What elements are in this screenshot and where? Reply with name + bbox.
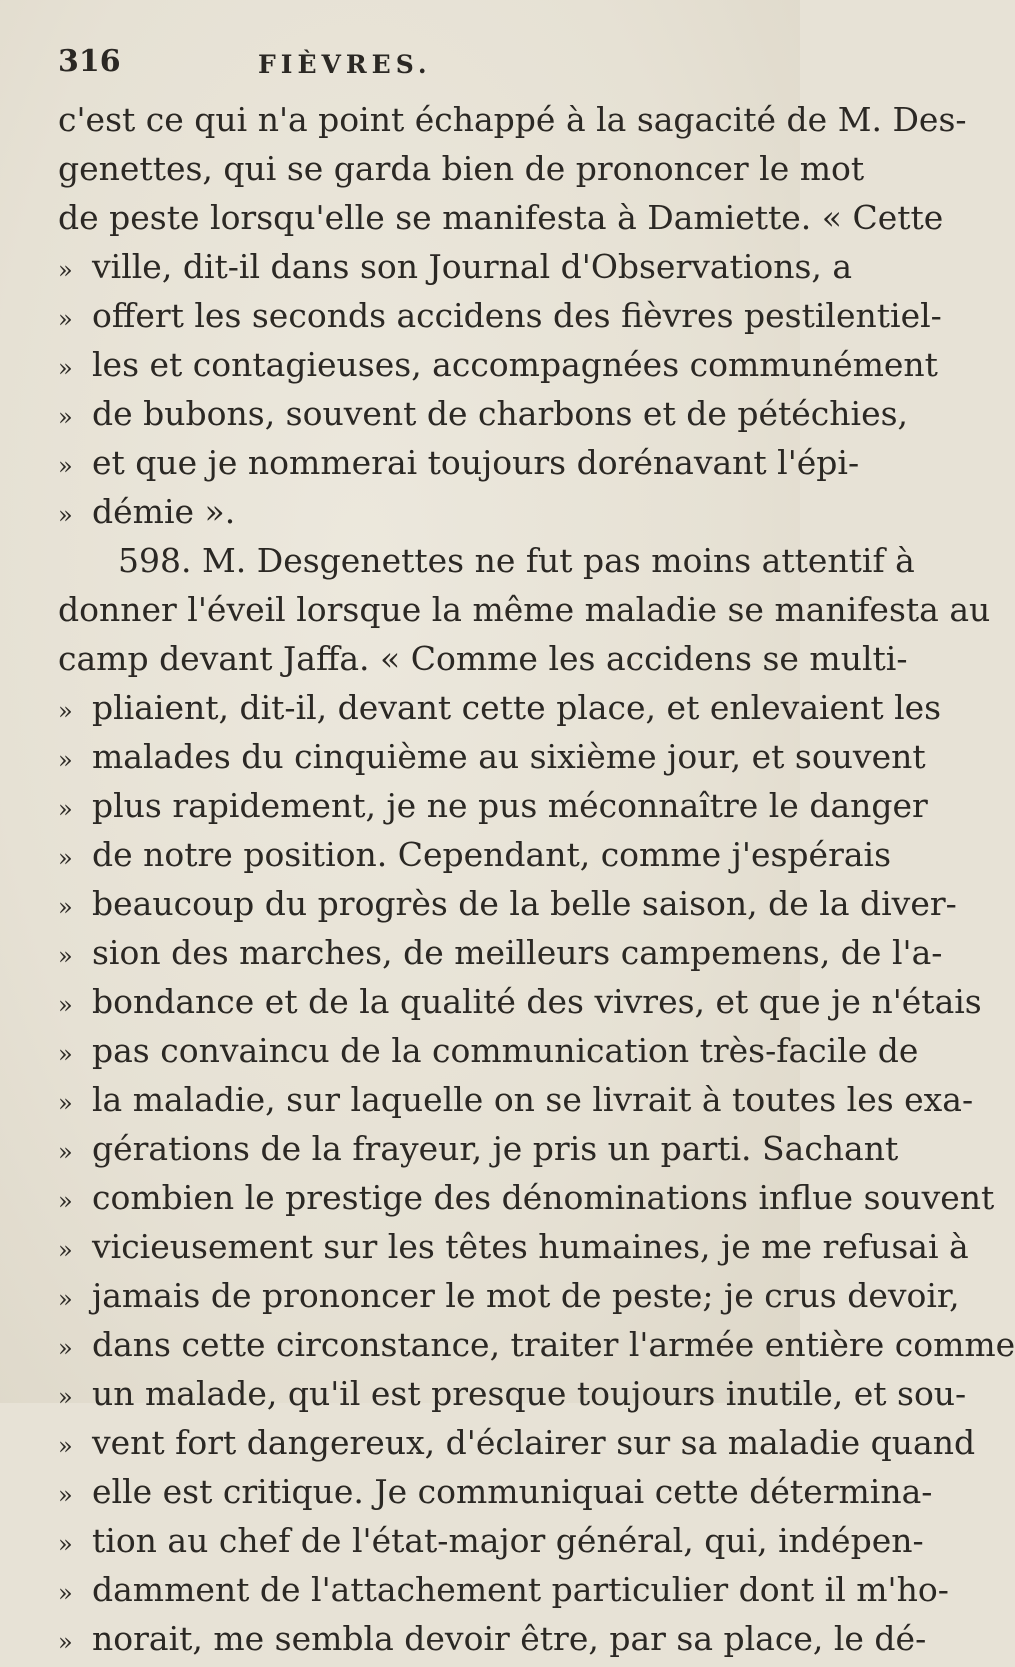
text-line xyxy=(58,1222,969,1271)
text-line xyxy=(58,1565,949,1614)
running-head: FIÈVRES. xyxy=(258,50,432,79)
line-text: de peste lorsqu'elle se manifesta à Damiette. « Cette xyxy=(58,198,944,237)
quote-mark: » xyxy=(58,1040,73,1068)
line-text: tion au chef de l'état-major général, qui, indépen- xyxy=(92,1521,924,1560)
page-number: 316 xyxy=(58,44,121,79)
quote-mark: » xyxy=(58,1628,73,1656)
line-text: offert les seconds accidens des fièvres pestilentiel- xyxy=(92,296,942,335)
line-text: ville, dit-il dans son Journal d'Observations, a xyxy=(92,247,853,286)
text-line xyxy=(58,291,942,340)
quote-mark: » xyxy=(58,256,73,284)
line-text: la maladie, sur laquelle on se livrait à toutes les exa- xyxy=(92,1080,974,1119)
line-text: camp devant Jaffa. « Comme les accidens se multi- xyxy=(58,639,908,678)
quote-mark: » xyxy=(58,893,73,921)
text-line xyxy=(58,487,758,536)
line-text: plus rapidement, je ne pus méconnaître le danger xyxy=(92,786,928,825)
text-line xyxy=(58,1026,919,1075)
text-line xyxy=(58,781,928,830)
text-line xyxy=(58,1418,976,1467)
text-line xyxy=(58,1124,899,1173)
text-line xyxy=(58,389,909,438)
line-text: jamais de prononcer le mot de peste; je crus devoir, xyxy=(92,1276,960,1315)
quote-mark: » xyxy=(58,1138,73,1166)
text-line xyxy=(58,1516,924,1565)
line-text: les et contagieuses, accompagnées communément xyxy=(92,345,938,384)
quote-mark: » xyxy=(58,403,73,431)
quote-mark: » xyxy=(58,1089,73,1117)
line-text: un malade, qu'il est presque toujours inutile, et sou- xyxy=(92,1374,967,1413)
text-line xyxy=(58,1369,967,1418)
page-header xyxy=(58,44,698,84)
line-text: donner l'éveil lorsque la même maladie se manifesta au xyxy=(58,590,991,629)
quote-mark: » xyxy=(58,942,73,970)
quote-mark: » xyxy=(58,1432,73,1460)
text-line xyxy=(58,1271,960,1320)
text-line xyxy=(58,732,926,781)
text-line xyxy=(58,634,908,683)
text-line xyxy=(58,830,892,879)
line-text: c'est ce qui n'a point échappé à la sagacité de M. Des- xyxy=(58,100,967,139)
quote-mark: » xyxy=(58,746,73,774)
line-text: vicieusement sur les têtes humaines, je me refusai à xyxy=(92,1227,969,1266)
line-text: vent fort dangereux, d'éclairer sur sa maladie quand xyxy=(92,1423,976,1462)
text-line xyxy=(58,585,991,634)
text-line xyxy=(58,683,942,732)
line-text: démie ». xyxy=(92,492,236,531)
quote-mark: » xyxy=(58,991,73,1019)
line-text: de bubons, souvent de charbons et de pétéchies, xyxy=(92,394,909,433)
quote-mark: » xyxy=(58,354,73,382)
text-line xyxy=(58,977,982,1026)
text-line xyxy=(58,1614,927,1663)
text-line xyxy=(58,536,915,585)
text-line xyxy=(58,1173,995,1222)
text-line xyxy=(58,144,865,193)
line-text: sion des marches, de meilleurs campemens, de l'a- xyxy=(92,933,943,972)
line-text: pas convaincu de la communication très-facile de xyxy=(92,1031,919,1070)
line-text: genettes, qui se garda bien de prononcer le mot xyxy=(58,149,865,188)
line-text: malades du cinquième au sixième jour, et souvent xyxy=(92,737,926,776)
quote-mark: » xyxy=(58,1334,73,1362)
quote-mark: » xyxy=(58,501,73,529)
text-line xyxy=(58,242,853,291)
body-text xyxy=(58,95,1015,1663)
quote-mark: » xyxy=(58,795,73,823)
quote-mark: » xyxy=(58,305,73,333)
line-text: norait, me sembla devoir être, par sa place, le dé- xyxy=(92,1619,927,1658)
quote-mark: » xyxy=(58,1236,73,1264)
quote-mark: » xyxy=(58,1285,73,1313)
text-line xyxy=(58,193,944,242)
line-text: de notre position. Cependant, comme j'espérais xyxy=(92,835,892,874)
text-line xyxy=(58,1075,974,1124)
quote-mark: » xyxy=(58,844,73,872)
text-line xyxy=(58,1320,1015,1369)
text-line xyxy=(58,95,967,144)
line-text: dans cette circonstance, traiter l'armée entière comme xyxy=(92,1325,1015,1364)
quote-mark: » xyxy=(58,1187,73,1215)
line-text: elle est critique. Je communiquai cette détermina- xyxy=(92,1472,933,1511)
line-text: 598. M. Desgenettes ne fut pas moins attentif à xyxy=(118,541,915,580)
text-line xyxy=(58,340,938,389)
text-line xyxy=(58,1467,933,1516)
line-text: et que je nommerai toujours dorénavant l'épi- xyxy=(92,443,860,482)
text-line xyxy=(58,879,957,928)
line-text: beaucoup du progrès de la belle saison, de la diver- xyxy=(92,884,957,923)
quote-mark: » xyxy=(58,452,73,480)
quote-mark: » xyxy=(58,697,73,725)
text-line xyxy=(58,438,860,487)
quote-mark: » xyxy=(58,1383,73,1411)
text-line xyxy=(58,928,943,977)
line-text: bondance et de la qualité des vivres, et que je n'étais xyxy=(92,982,982,1021)
line-text: pliaient, dit-il, devant cette place, et enlevaient les xyxy=(92,688,942,727)
quote-mark: » xyxy=(58,1579,73,1607)
quote-mark: » xyxy=(58,1481,73,1509)
line-text: damment de l'attachement particulier dont il m'ho- xyxy=(92,1570,949,1609)
line-text: combien le prestige des dénominations influe souvent xyxy=(92,1178,995,1217)
line-text: gérations de la frayeur, je pris un parti. Sachant xyxy=(92,1129,899,1168)
quote-mark: » xyxy=(58,1530,73,1558)
